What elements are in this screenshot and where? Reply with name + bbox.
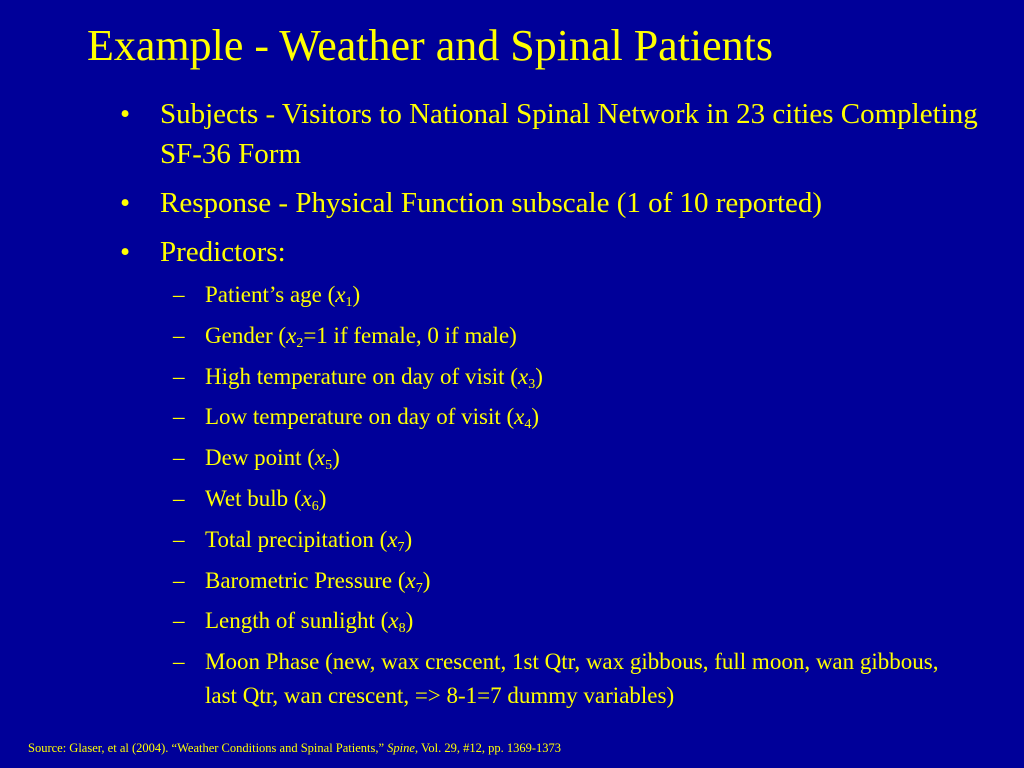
predictor-suffix: ) (332, 445, 340, 471)
predictor-suffix: ) (535, 363, 543, 389)
dash-marker: – (173, 485, 185, 511)
source-journal: Spine (387, 741, 415, 755)
bullet-marker: • (120, 187, 131, 219)
dash-marker: – (173, 608, 185, 634)
slide-title: Example - Weather and Spinal Patients (87, 21, 774, 70)
predictor-subscript: 1 (345, 295, 353, 310)
predictor-label: Gender ( (205, 322, 287, 348)
predictor-suffix: ) (404, 526, 413, 552)
bullet-text: Response - Physical Function subscale (1 of 10 reported) (160, 187, 823, 219)
predictor-item (173, 278, 973, 312)
predictor-subscript: 7 (397, 539, 405, 555)
predictor-label: Dew point ( (205, 445, 315, 471)
predictor-subscript: 4 (524, 417, 532, 433)
predictor-subscript: 3 (528, 376, 536, 392)
predictor-suffix: ) (531, 404, 540, 430)
predictor-label: Patient’s age ( (205, 282, 336, 307)
predictor-item (173, 604, 973, 638)
predictor-suffix: ) (405, 608, 414, 634)
bullet-marker: • (120, 236, 131, 268)
predictor-label: Length of sunlight ( (205, 608, 389, 634)
dash-marker: – (173, 322, 185, 348)
predictor-label: Total precipitation ( (205, 526, 388, 552)
predictor-label: Wet bulb ( (205, 485, 302, 511)
predictor-variable: x (301, 485, 312, 511)
predictor-subscript: 5 (325, 458, 333, 474)
predictor-label: Barometric Pressure ( (205, 567, 406, 593)
predictor-suffix: =1 if female, 0 if male) (303, 322, 517, 348)
bullet-marker: • (120, 98, 131, 130)
dash-marker: – (173, 526, 185, 552)
predictor-item (173, 319, 973, 353)
bullet-text: Predictors: (160, 236, 286, 268)
predictor-item (173, 564, 973, 598)
source-citation (28, 740, 561, 756)
bullet-predictors (120, 232, 1000, 272)
dash-marker: – (173, 649, 185, 675)
predictor-suffix: ) (352, 282, 361, 307)
predictor-subscript: 8 (398, 621, 406, 637)
dash-marker: – (173, 282, 185, 307)
predictor-variable: x (335, 282, 346, 307)
predictor-label: Moon Phase (new, wax crescent, 1st Qtr, wax gibbous, full moon, wan gibbous, last Qtr, wan crescent, => 8-1=7 dummy variables) (205, 649, 939, 709)
predictor-suffix: ) (318, 485, 327, 511)
bullet-subjects (120, 94, 1000, 174)
dash-marker: – (173, 567, 185, 593)
predictor-item (173, 523, 973, 557)
predictor-item (173, 400, 973, 434)
dash-marker: – (173, 363, 185, 389)
main-bullet-list (120, 94, 1000, 281)
predictor-suffix: ) (422, 567, 431, 593)
predictor-variable: x (286, 322, 297, 348)
source-suffix: , Vol. 29, #12, pp. 1369-1373 (414, 741, 562, 755)
source-prefix: Source: Glaser, et al (2004). “Weather Conditions and Spinal Patients,” (28, 741, 388, 755)
predictor-subscript: 6 (311, 498, 319, 514)
predictor-variable: x (387, 526, 398, 552)
predictor-label: High temperature on day of visit ( (205, 363, 518, 389)
predictor-list (173, 278, 973, 720)
predictor-subscript: 2 (296, 335, 304, 351)
predictor-variable: x (314, 445, 326, 471)
predictor-item-moon-phase (173, 645, 973, 713)
predictor-subscript: 7 (415, 580, 423, 596)
predictor-item (173, 482, 973, 516)
predictor-label: Low temperature on day of visit ( (205, 404, 515, 430)
predictor-item (173, 441, 973, 475)
dash-marker: – (173, 404, 185, 430)
predictor-item (173, 360, 973, 394)
predictor-variable: x (517, 363, 529, 389)
predictor-variable: x (405, 567, 416, 593)
bullet-text: Subjects - Visitors to National Spinal Network in 23 cities Completing SF-36 Form (160, 98, 978, 170)
dash-marker: – (173, 445, 185, 471)
bullet-response (120, 183, 1000, 223)
predictor-variable: x (388, 608, 399, 634)
predictor-variable: x (514, 404, 525, 430)
